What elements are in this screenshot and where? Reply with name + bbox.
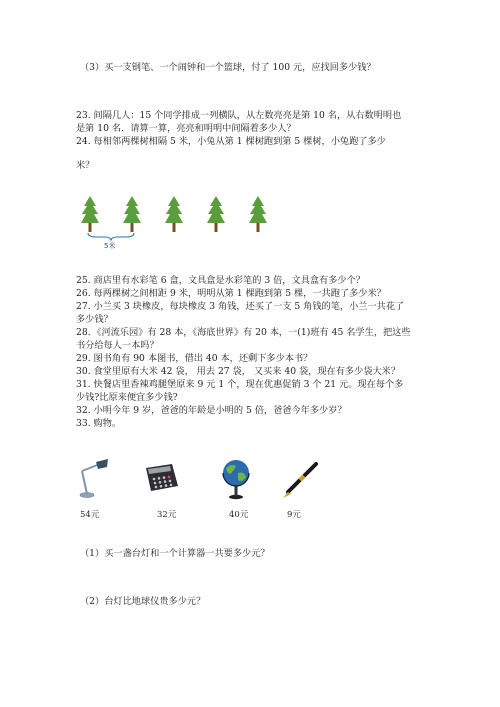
price-label-globe: 40元 (229, 510, 249, 520)
distance-brace (88, 233, 134, 240)
question-23: 23. 间隔几人：15 个同学排成一列横队，从左数亮亮是第 10 名，从右数明明也 (76, 110, 402, 121)
price-label-calculator: 32元 (157, 510, 177, 520)
question-31: 31. 快餐店里香辣鸡腿堡原来 9 元 1 个，现在优惠促销 3 个 21 元。现在每个多 (76, 379, 404, 390)
calculator-icon (146, 464, 178, 491)
question-24-cont: 米？ (76, 160, 95, 171)
question-28: 28．《河流乐园》有 28 本，《海底世界》有 20 本，一(1)班有 45 名学生，把这些 (76, 327, 411, 338)
question-33-subquestion-2: （2）台灯比地球仪贵多少元？ (80, 596, 206, 607)
tree-icon (81, 196, 99, 232)
tree-icon (165, 196, 183, 232)
tree-icon (207, 196, 225, 232)
question-32: 32. 小明今年 9 岁，爸爸的年龄是小明的 5 倍，爸爸今年多少岁？ (76, 405, 347, 416)
tree-icon (249, 196, 267, 232)
distance-label: 5米 (104, 242, 116, 250)
question-27-cont: 多少钱？ (76, 314, 113, 325)
question-33-subquestion-1: （1）买一盏台灯和一个计算器一共要多少元？ (80, 548, 270, 559)
question-33: 33. 购物。 (76, 418, 122, 429)
fountain-pen-icon (283, 464, 316, 498)
question-28-cont: 书分给每人一本吗？ (76, 340, 159, 351)
question-27: 27. 小兰买 3 块橡皮，每块橡皮 3 角钱，还买了一支 5 角钱的笔，小兰一共花了 (76, 301, 405, 312)
globe-icon (223, 460, 249, 499)
question-29: 29. 图书角有 90 本图书，借出 40 本，还剩下多少本书？ (76, 353, 313, 364)
question-26: 26. 每两棵树之间相距 9 米，明明从第 1 棵跑到第 5 棵，一共跑了多少米？ (76, 288, 386, 299)
tree-icon (123, 196, 141, 232)
desk-lamp-icon (80, 459, 108, 498)
question-30: 30. 食堂里原有大米 42 袋， 用去 27 袋， 又买来 40 袋，现在有多少袋大米？ (76, 366, 401, 377)
question-3-subquestion: （3）买一支钢笔、一个闹钟和一个篮球，付了 100 元，应找回多少钱？ (80, 62, 376, 73)
question-23-cont: 是第 10 名．请算一算，亮亮和明明中间隔着多少人？ (76, 123, 296, 134)
price-label-pen: 9元 (287, 510, 301, 520)
tree-figure (72, 192, 272, 252)
price-label-desk-lamp: 54元 (80, 510, 100, 520)
question-31-cont: 少钱?比原来便宜多少钱? (76, 392, 178, 403)
question-25: 25. 商店里有水彩笔 6 盒，文具盒是水彩笔的 3 倍，文具盒有多少个？ (76, 275, 365, 286)
question-24: 24. 每相邻两棵树相隔 5 米，小兔从第 1 棵树跑到第 5 棵树，小兔跑了多少 (76, 136, 386, 147)
